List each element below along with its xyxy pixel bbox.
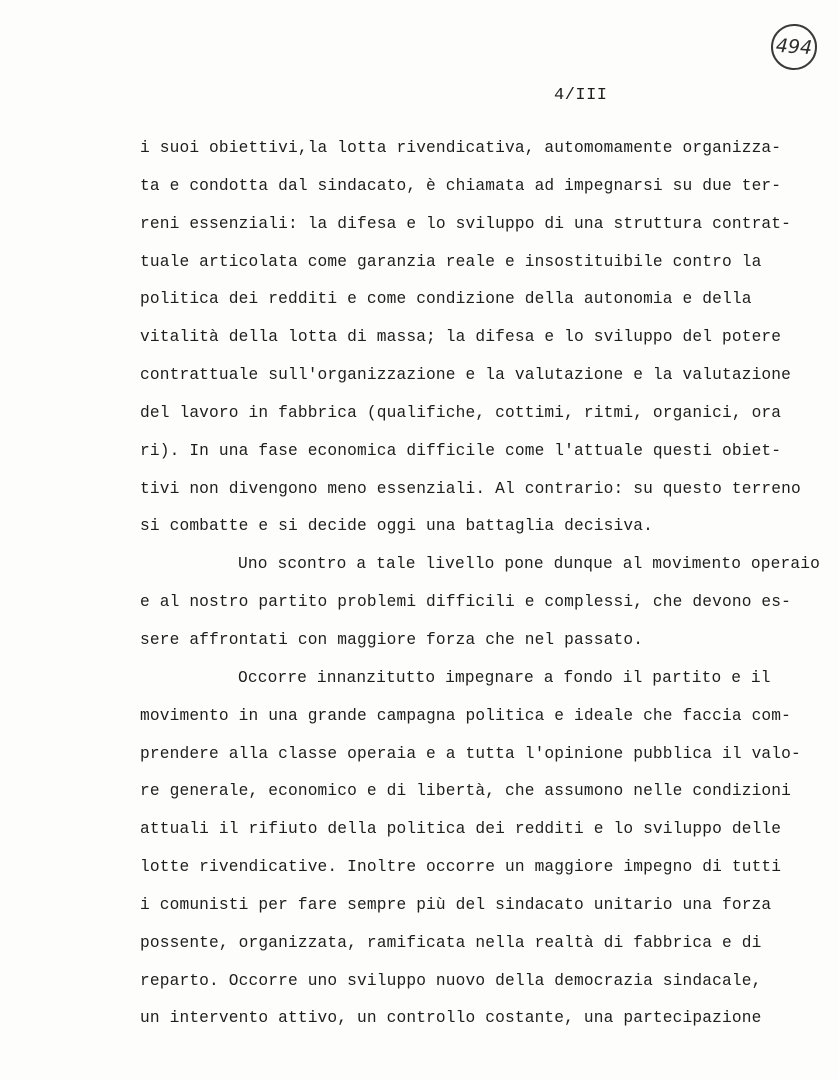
text-line: lotte rivendicative. Inoltre occorre un maggiore impegno di tutti bbox=[140, 858, 782, 877]
text-line: e al nostro partito problemi difficili e complessi, che devono es- bbox=[140, 593, 792, 612]
text-line: prendere alla classe operaia e a tutta l'opinione pubblica il valo- bbox=[140, 744, 801, 763]
text-line: tivi non divengono meno essenziali. Al contrario: su questo terreno bbox=[140, 479, 801, 498]
text-line: ri). In una fase economica difficile come l'attuale questi obiet- bbox=[140, 441, 782, 460]
text-line: sere affrontati con maggiore forza che nel passato. bbox=[140, 630, 644, 649]
text-line: reparto. Occorre uno sviluppo nuovo della democrazia sindacale, bbox=[140, 971, 762, 990]
text-line: si combatte e si decide oggi una battaglia decisiva. bbox=[140, 517, 653, 536]
archive-number: 494 bbox=[775, 34, 813, 60]
text-line: re generale, economico e di libertà, che assumono nelle condizioni bbox=[140, 782, 792, 801]
page-number: 4/III bbox=[554, 86, 608, 105]
text-line: attuali il rifiuto della politica dei redditi e lo sviluppo delle bbox=[140, 820, 782, 839]
text-line: possente, organizzata, ramificata nella realtà di fabbrica e di bbox=[140, 933, 762, 952]
text-line: del lavoro in fabbrica (qualifiche, cottimi, ritmi, organici, ora bbox=[140, 403, 782, 422]
text-line: politica dei redditi e come condizione della autonomia e della bbox=[140, 290, 752, 309]
text-line: vitalità della lotta di massa; la difesa e lo sviluppo del potere bbox=[140, 328, 782, 347]
typed-text-body bbox=[140, 130, 820, 1038]
paragraph-first-line: Occorre innanzitutto impegnare a fondo il partito e il bbox=[238, 668, 771, 687]
text-line: tuale articolata come garanzia reale e insostituibile contro la bbox=[140, 252, 762, 271]
archive-number-stamp bbox=[769, 22, 818, 71]
text-line: contrattuale sull'organizzazione e la valutazione e la valutazione bbox=[140, 366, 792, 385]
text-line: movimento in una grande campagna politica e ideale che faccia com- bbox=[140, 706, 792, 725]
text-line: i comunisti per fare sempre più del sindacato unitario una forza bbox=[140, 895, 772, 914]
paragraph-first-line: Uno scontro a tale livello pone dunque al movimento operaio bbox=[238, 555, 820, 574]
text-line: ta e condotta dal sindacato, è chiamata ad impegnarsi su due ter- bbox=[140, 176, 782, 195]
text-line: reni essenziali: la difesa e lo sviluppo di una struttura contrat- bbox=[140, 214, 792, 233]
text-line: i suoi obiettivi,la lotta rivendicativa, automomamente organizza- bbox=[140, 139, 782, 157]
text-line: un intervento attivo, un controllo costante, una partecipazione bbox=[140, 1009, 762, 1028]
